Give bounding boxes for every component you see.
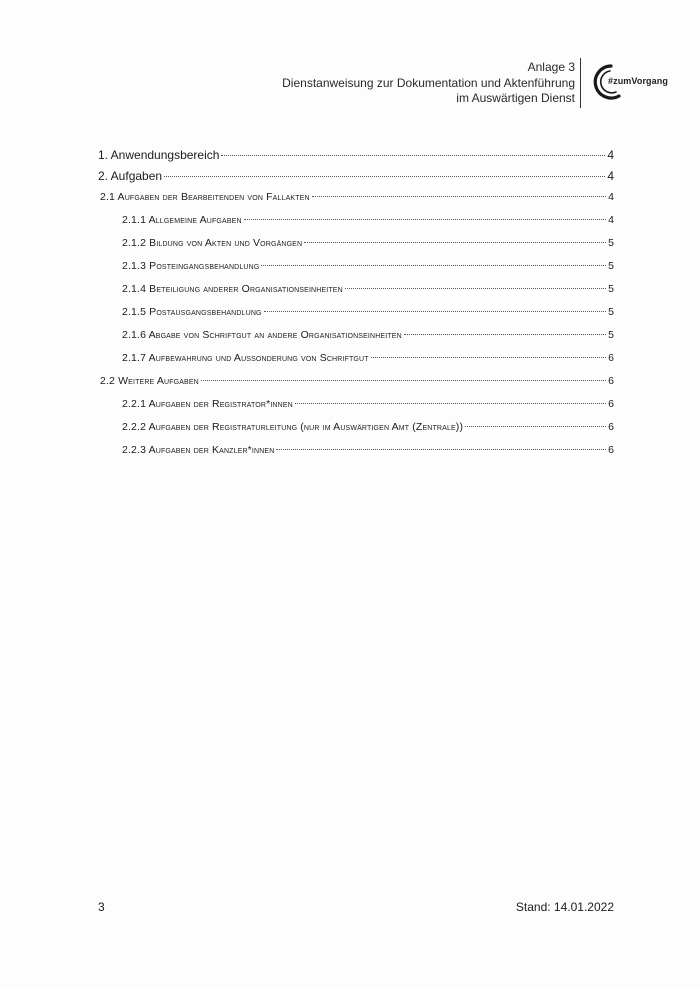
toc-entry-page: 5 bbox=[608, 237, 614, 249]
dot-leader bbox=[295, 403, 606, 404]
toc-entry[interactable] bbox=[98, 372, 614, 395]
toc-entry-page: 6 bbox=[608, 444, 614, 456]
logo-text: #zumVorgang bbox=[608, 76, 668, 86]
toc-entry-page: 5 bbox=[608, 306, 614, 318]
toc-entry[interactable] bbox=[98, 441, 614, 464]
dot-leader bbox=[312, 196, 606, 197]
dot-leader bbox=[371, 357, 607, 358]
toc-entry[interactable] bbox=[98, 418, 614, 441]
dot-leader bbox=[221, 155, 605, 156]
dot-leader bbox=[304, 242, 606, 243]
toc-entry-page: 6 bbox=[608, 398, 614, 410]
toc-entry[interactable] bbox=[98, 280, 614, 303]
header-divider bbox=[580, 58, 581, 108]
toc-entry-page: 6 bbox=[608, 352, 614, 364]
toc-entry[interactable] bbox=[98, 146, 614, 167]
zumvorgang-logo bbox=[589, 62, 679, 102]
header-title-line2: im Auswärtigen Dienst bbox=[456, 91, 575, 105]
toc-entry[interactable] bbox=[98, 188, 614, 211]
dot-leader bbox=[201, 380, 606, 381]
dot-leader bbox=[345, 288, 606, 289]
toc-entry-label: 2.1.2 Bildung von Akten und Vorgängen bbox=[122, 237, 303, 249]
toc-entry-label: 2.2 Weitere Aufgaben bbox=[100, 375, 199, 387]
toc-entry-label: 2.1.5 Postausgangsbehandlung bbox=[122, 306, 262, 318]
dot-leader bbox=[164, 176, 605, 177]
toc-entry-page: 4 bbox=[608, 191, 614, 203]
toc-entry-page: 5 bbox=[608, 329, 614, 341]
toc-entry-page: 4 bbox=[608, 214, 614, 226]
toc-entry-label: 2.1.4 Beteiligung anderer Organisationseinheiten bbox=[122, 283, 343, 295]
dot-leader bbox=[276, 449, 606, 450]
toc-entry[interactable] bbox=[98, 257, 614, 280]
toc-entry[interactable] bbox=[98, 349, 614, 372]
toc-entry-label: 2. Aufgaben bbox=[98, 169, 163, 183]
toc-entry[interactable] bbox=[98, 167, 614, 188]
toc-entry-label: 2.1 Aufgaben der Bearbeitenden von Fallakten bbox=[100, 191, 310, 203]
dot-leader bbox=[264, 311, 607, 312]
toc-entry-page: 5 bbox=[608, 260, 614, 272]
toc-entry[interactable] bbox=[98, 234, 614, 257]
toc-entry[interactable] bbox=[98, 211, 614, 234]
toc-entry-page: 5 bbox=[608, 283, 614, 295]
dot-leader bbox=[244, 219, 606, 220]
toc-entry-label: 2.1.6 Abgabe von Schriftgut an andere Organisationseinheiten bbox=[122, 329, 402, 341]
document-header bbox=[235, 60, 575, 107]
toc-entry-label: 2.2.3 Aufgaben der Kanzler*innen bbox=[122, 444, 275, 456]
toc-entry-page: 6 bbox=[608, 375, 614, 387]
toc-entry-label: 2.1.1 Allgemeine Aufgaben bbox=[122, 214, 242, 226]
toc-entry-page: 6 bbox=[608, 421, 614, 433]
dot-leader bbox=[404, 334, 606, 335]
toc-entry-label: 2.1.7 Aufbewahrung und Aussonderung von Schriftgut bbox=[122, 352, 369, 364]
toc-entry-page: 4 bbox=[607, 148, 614, 162]
toc-entry[interactable] bbox=[98, 303, 614, 326]
toc-entry[interactable] bbox=[98, 326, 614, 349]
header-title-line1: Dienstanweisung zur Dokumentation und Aktenführung bbox=[282, 75, 575, 90]
document-date: Stand: 14.01.2022 bbox=[515, 900, 614, 914]
dot-leader bbox=[465, 426, 606, 427]
page-number: 3 bbox=[98, 900, 105, 914]
toc-entry-label: 2.2.1 Aufgaben der Registrator*innen bbox=[122, 398, 293, 410]
dot-leader bbox=[261, 265, 606, 266]
header-annex-label: Anlage 3 bbox=[527, 60, 575, 74]
toc-entry[interactable] bbox=[98, 395, 614, 418]
toc-entry-label: 2.2.2 Aufgaben der Registraturleitung (nur im Auswärtigen Amt (Zentrale)) bbox=[122, 421, 464, 433]
toc-entry-page: 4 bbox=[607, 169, 614, 183]
toc-entry-label: 2.1.3 Posteingangsbehandlung bbox=[122, 260, 260, 272]
toc-entry-label: 1. Anwendungsbereich bbox=[98, 148, 220, 162]
table-of-contents bbox=[98, 146, 614, 464]
